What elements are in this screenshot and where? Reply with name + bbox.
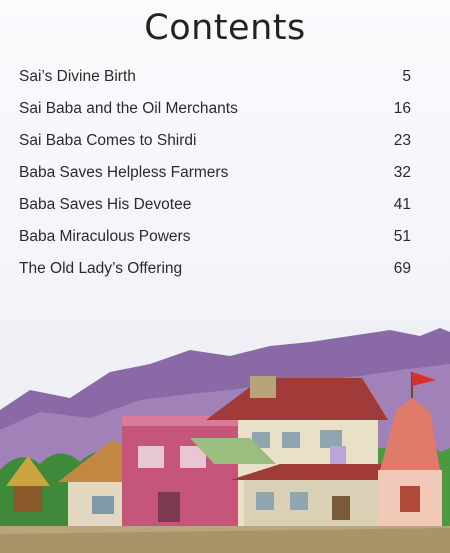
toc-entry[interactable]: [19, 228, 411, 250]
toc-entry-title: Sai Baba and the Oil Merchants: [19, 100, 238, 117]
toc-entry-page: 23: [393, 132, 411, 149]
toc-entry[interactable]: [19, 260, 411, 282]
toc-entry-title: Baba Miraculous Powers: [19, 228, 191, 245]
toc-entry[interactable]: [19, 100, 411, 122]
toc-entry-page: 51: [393, 228, 411, 245]
village-illustration: [0, 320, 450, 553]
toc-entry[interactable]: [19, 164, 411, 186]
toc-entry-title: The Old Lady’s Offering: [19, 260, 183, 277]
toc-entry-page: 69: [393, 260, 411, 277]
toc-entry[interactable]: [19, 68, 411, 90]
toc-entry-title: Baba Saves His Devotee: [19, 196, 192, 213]
toc-entry-title: Sai Baba Comes to Shirdi: [19, 132, 197, 149]
toc-entry-page: 16: [393, 100, 411, 117]
toc-entry-title: Baba Saves Helpless Farmers: [19, 164, 229, 181]
page-title: Contents: [144, 8, 306, 48]
toc-entry[interactable]: [19, 132, 411, 154]
toc-entry-page: 5: [402, 68, 411, 85]
toc-entry[interactable]: [19, 196, 411, 218]
toc-entry-page: 32: [393, 164, 411, 181]
pink-building: [122, 416, 240, 530]
toc-entry-page: 41: [393, 196, 411, 213]
toc-entry-title: Sai’s Divine Birth: [19, 68, 136, 85]
